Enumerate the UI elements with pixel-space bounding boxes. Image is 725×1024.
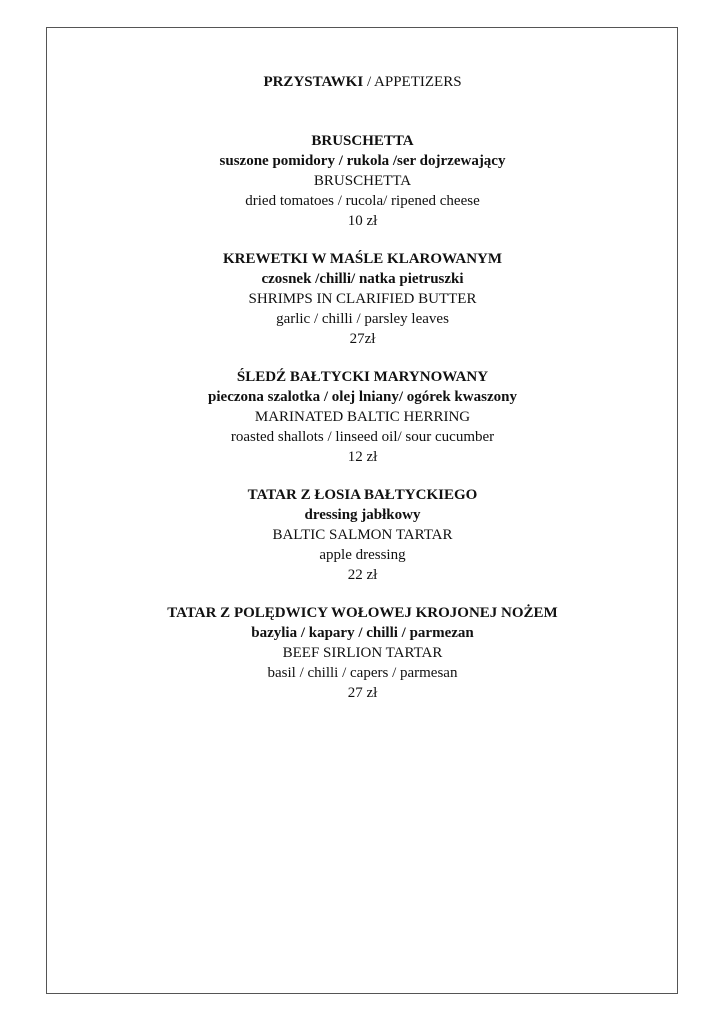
dish-description-polish: bazylia / kapary / chilli / parmezan <box>251 625 474 641</box>
dish-price: 22 zł <box>347 567 378 583</box>
dish-name-english: BRUSCHETTA <box>313 173 412 189</box>
heading-english: APPETIZERS <box>374 74 462 90</box>
menu-content <box>0 72 725 721</box>
heading-separator: / <box>363 74 375 90</box>
dish-name-polish: KREWETKI W MAŚLE KLAROWANYM <box>222 251 503 267</box>
dish-name-polish: BRUSCHETTA <box>311 133 414 149</box>
dish-beef-tartar <box>0 603 725 703</box>
dish-price: 12 zł <box>347 449 378 465</box>
dish-name-polish: TATAR Z ŁOSIA BAŁTYCKIEGO <box>247 487 478 503</box>
dish-price: 27 zł <box>347 685 378 701</box>
dish-price: 27zł <box>349 331 376 347</box>
dish-name-polish: ŚLEDŹ BAŁTYCKI MARYNOWANY <box>236 369 489 385</box>
dish-price: 10 zł <box>347 213 378 229</box>
dish-shrimps <box>0 249 725 349</box>
dish-name-english: MARINATED BALTIC HERRING <box>254 409 471 425</box>
dish-description-english: garlic / chilli / parsley leaves <box>276 311 449 327</box>
dish-description-english: dried tomatoes / rucola/ ripened cheese <box>245 193 480 209</box>
dish-name-english: SHRIMPS IN CLARIFIED BUTTER <box>248 291 477 307</box>
dish-herring <box>0 367 725 467</box>
menu-heading <box>0 72 725 92</box>
dish-name-english: BALTIC SALMON TARTAR <box>272 527 453 543</box>
dish-bruschetta <box>0 131 725 231</box>
dish-description-polish: suszone pomidory / rukola /ser dojrzewający <box>219 153 506 169</box>
dish-description-english: roasted shallots / linseed oil/ sour cucumber <box>230 429 495 445</box>
dish-salmon-tartar <box>0 485 725 585</box>
dish-description-polish: pieczona szalotka / olej lniany/ ogórek kwaszony <box>208 389 517 405</box>
dish-description-polish: dressing jabłkowy <box>304 507 421 523</box>
dish-description-polish: czosnek /chilli/ natka pietruszki <box>261 271 464 287</box>
dish-name-english: BEEF SIRLION TARTAR <box>282 645 443 661</box>
dish-name-polish: TATAR Z POLĘDWICY WOŁOWEJ KROJONEJ NOŻEM <box>167 605 558 621</box>
heading-polish: PRZYSTAWKI <box>263 74 364 90</box>
dish-description-english: basil / chilli / capers / parmesan <box>267 665 458 681</box>
dish-description-english: apple dressing <box>319 547 406 563</box>
